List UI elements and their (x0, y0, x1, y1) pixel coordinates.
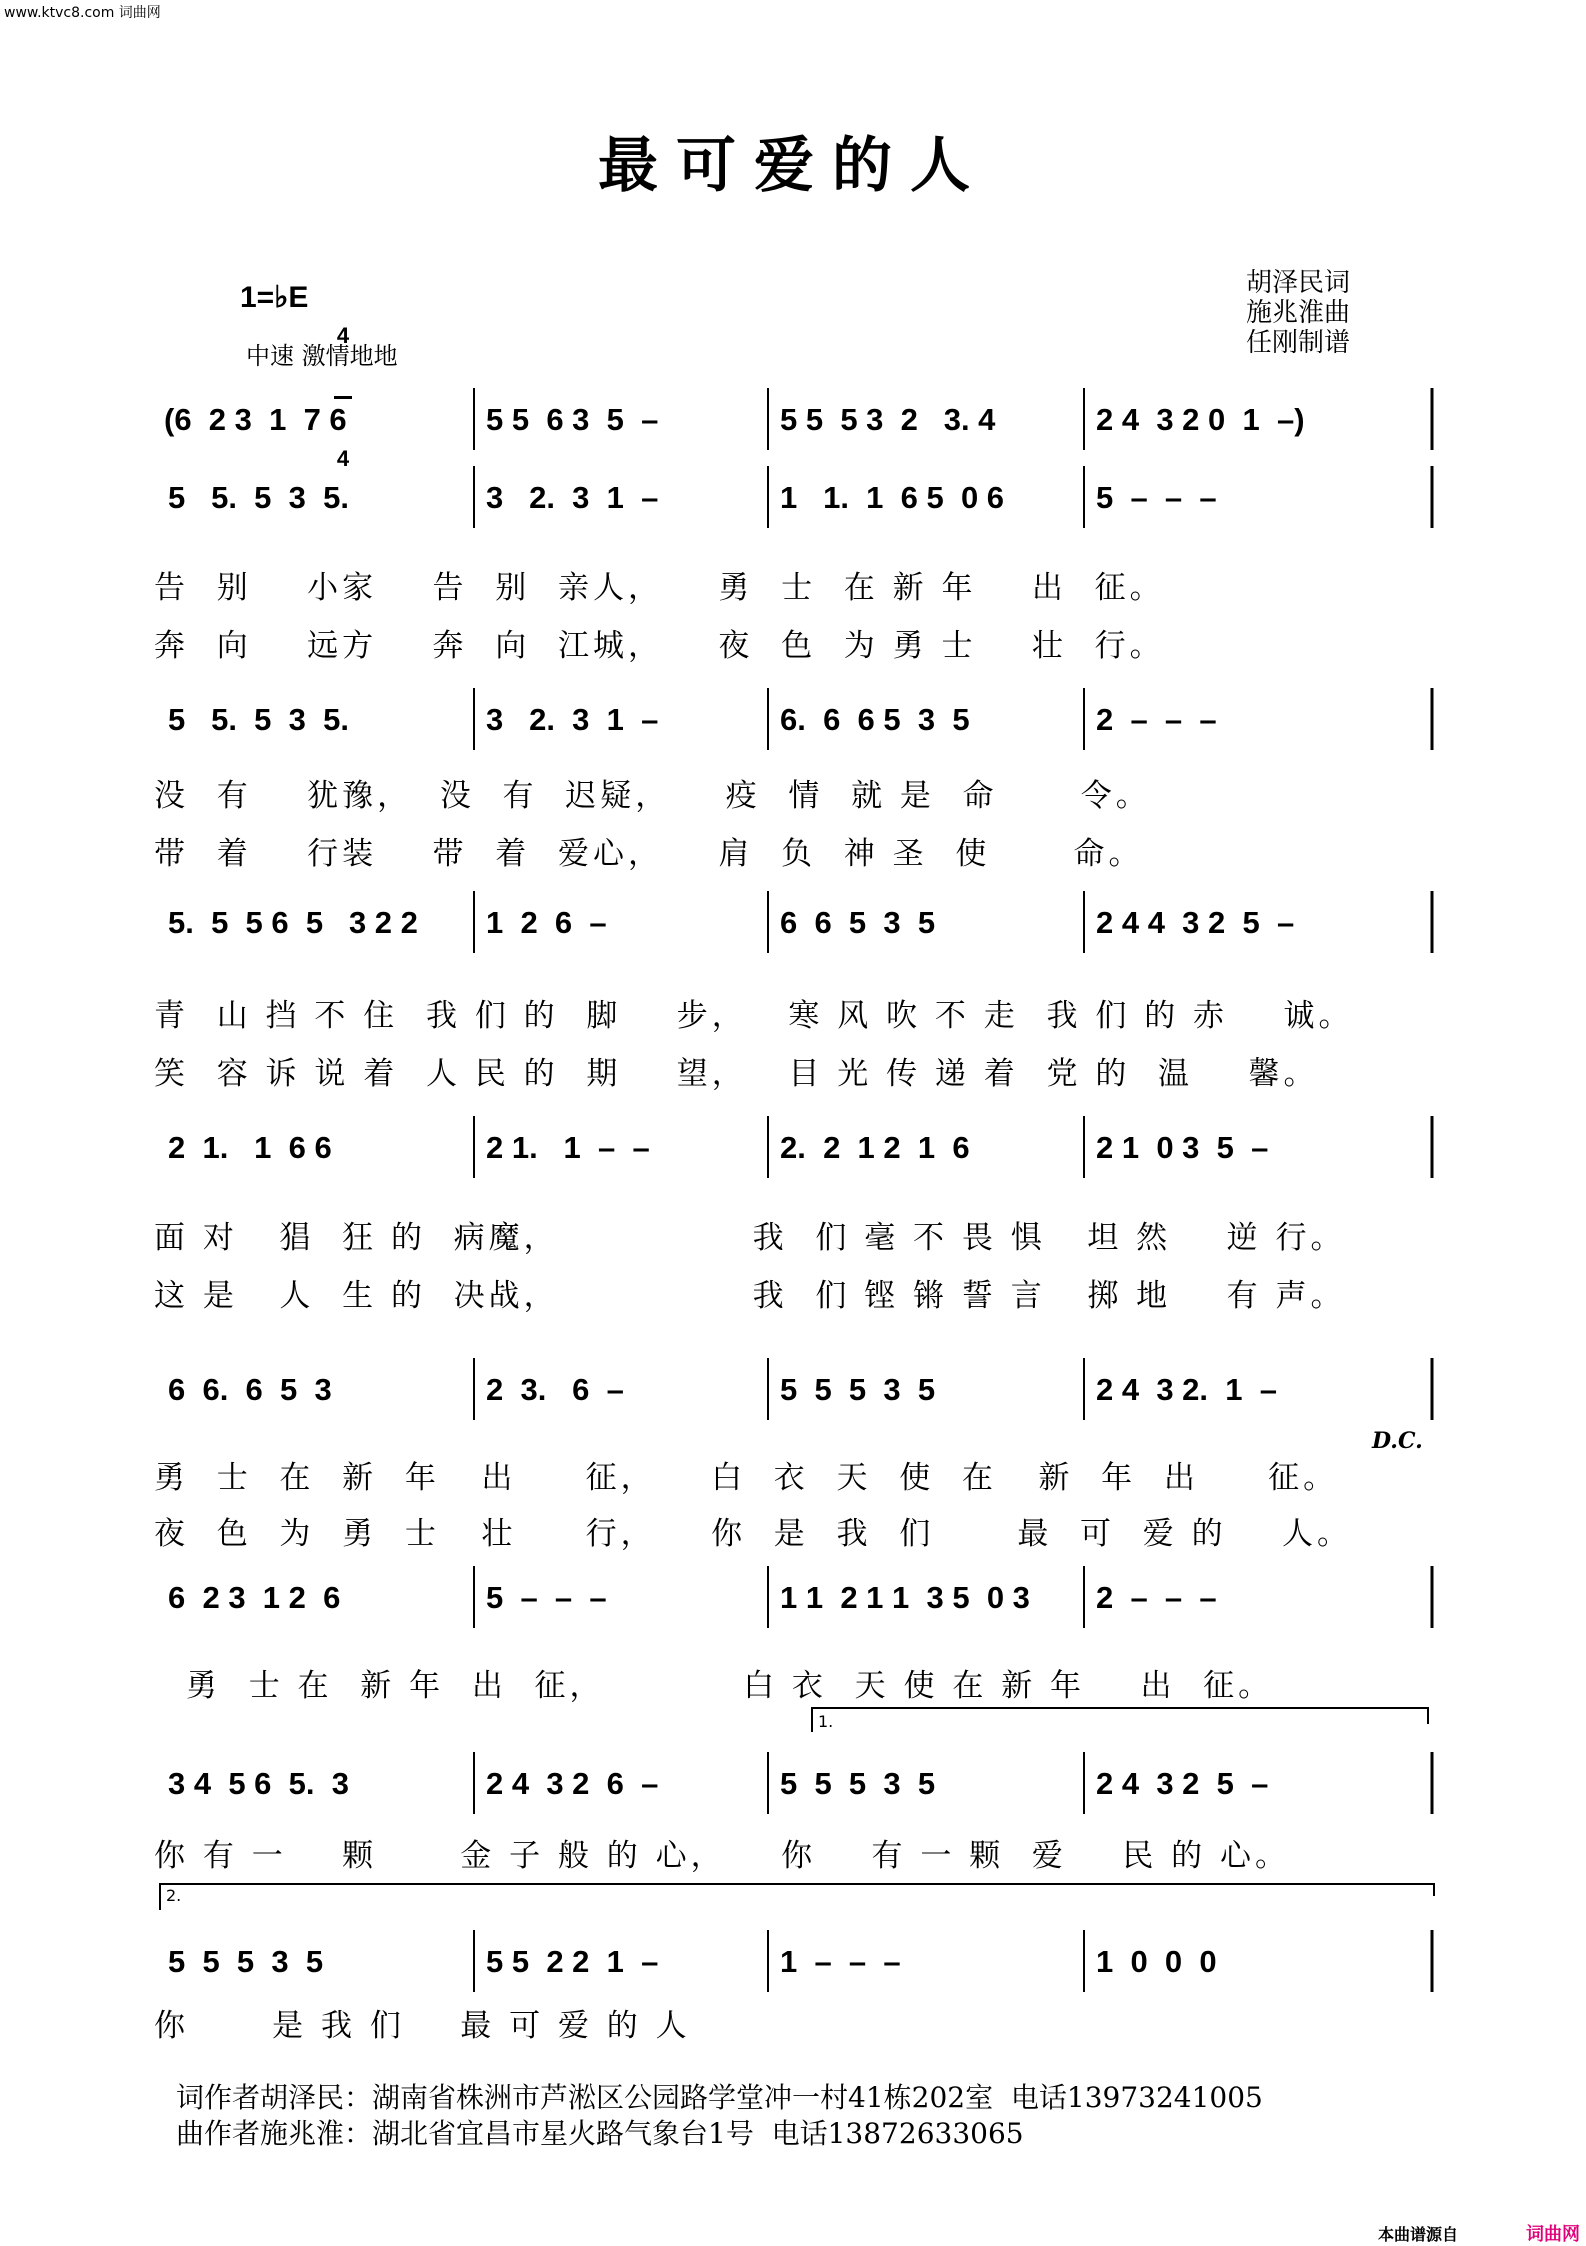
measure-7-4: 2 – – – (1096, 1580, 1217, 1615)
source-note: 本曲谱源自 (1378, 2225, 1459, 2244)
measure-9-3: 1 – – – (780, 1944, 901, 1979)
measure-7-3: 1 1 2 1 1 3 5 0 3 (780, 1580, 1030, 1615)
lyric-line-5-2: 这 是 人 生 的 决战， 我 们 铿 锵 誓 言 掷 地 有 声。 (154, 1278, 1346, 1314)
measure-7-1: 6 2 3 1 2 6 (168, 1580, 341, 1615)
song-title: 最可爱的人 (598, 131, 988, 201)
lyricist-address: 词作者胡泽民：湖南省株洲市芦淞区公园路学堂冲一村41栋202室 电话13973241005 (176, 2081, 1263, 2114)
measure-6-4: 2 4 3 2. 1 – (1096, 1372, 1277, 1407)
measure-2-3: 1 1. 1 6 5 0 6 (780, 480, 1005, 515)
measure-4-3: 6 6 5 3 5 (780, 905, 936, 940)
measure-4-4: 2 4 4 3 2 5 – (1096, 905, 1295, 940)
measure-5-4: 2 1 0 3 5 – (1096, 1130, 1269, 1165)
measure-4-2: 1 2 6 – (486, 905, 607, 940)
dc-marking: D.C. (1372, 1428, 1423, 1454)
measure-2-4: 5 – – – (1096, 480, 1217, 515)
key-signature: 1=♭E (240, 281, 309, 314)
measure-1-1: (6 2 3 1 7 6 (164, 402, 347, 437)
measure-1-2: 5 5 6 3 5 – (486, 402, 659, 437)
measure-9-2: 5 5 2 2 1 – (486, 1944, 659, 1979)
measure-5-2: 2 1. 1 – – (486, 1130, 650, 1165)
volta-1-label: 1. (818, 1712, 834, 1731)
measure-1-3: 5 5 5 3 2 3. 4 (780, 402, 996, 437)
measure-3-3: 6. 6 6 5 3 5 (780, 702, 970, 737)
measure-9-1: 5 5 5 3 5 (168, 1944, 324, 1979)
composer-address: 曲作者施兆淮：湖北省宜昌市星火路气象台1号 电话13872633065 (176, 2117, 1024, 2150)
measure-8-4: 2 4 3 2 5 – (1096, 1766, 1269, 1801)
measure-5-3: 2. 2 1 2 1 6 (780, 1130, 970, 1165)
measure-5-1: 2 1. 1 6 6 (168, 1130, 332, 1165)
lyric-line-3-1: 没 有 犹豫， 没 有 迟疑， 疫 情 就 是 命 令。 (154, 778, 1151, 814)
time-signature-top: 4 (336, 323, 350, 348)
time-signature-bottom: 4 (336, 446, 350, 471)
measure-9-4: 1 0 0 0 (1096, 1944, 1217, 1979)
measure-8-1: 3 4 5 6 5. 3 (168, 1766, 349, 1801)
lyric-line-9-1: 你 是 我 们 最 可 爱 的 人 (154, 2008, 691, 2044)
volta-2-bracket (160, 1884, 1434, 1910)
site-url[interactable]: www.ktvc8.com 词曲网 (4, 5, 161, 21)
measure-6-1: 6 6. 6 5 3 (168, 1372, 332, 1407)
measure-4-1: 5. 5 5 6 5 3 2 2 (168, 905, 418, 940)
measure-3-2: 3 2. 3 1 – (486, 702, 659, 737)
lyric-line-5-1: 面 对 猖 狂 的 病魔， 我 们 毫 不 畏 惧 坦 然 逆 行。 (154, 1220, 1346, 1256)
lyric-line-4-1: 青 山 挡 不 住 我 们 的 脚 步， 寒 风 吹 不 走 我 们 的 赤 诚。 (154, 998, 1354, 1034)
measure-6-2: 2 3. 6 – (486, 1372, 624, 1407)
lyric-line-8-1: 你 有 一 颗 金 子 般 的 心， 你 有 一 颗 爱 民 的 心。 (154, 1838, 1291, 1874)
lyric-line-2-2: 奔 向 远方 奔 向 江城， 夜 色 为 勇 士 壮 行。 (154, 628, 1165, 664)
site-brand[interactable]: 词曲网 (1526, 2224, 1580, 2245)
lyric-line-3-2: 带 着 行装 带 着 爱心， 肩 负 神 圣 使 命。 (154, 836, 1144, 872)
composer-credit: 施兆淮曲 (1246, 298, 1351, 328)
arranger-credit: 任刚制谱 (1246, 328, 1351, 358)
measure-3-1: 5 5. 5 3 5. (168, 702, 349, 737)
measure-7-2: 5 – – – (486, 1580, 607, 1615)
measure-1-4: 2 4 3 2 0 1 –) (1096, 402, 1305, 437)
volta-2-label: 2. (166, 1886, 182, 1905)
lyricist-credit: 胡泽民词 (1246, 268, 1351, 298)
measure-8-2: 2 4 3 2 6 – (486, 1766, 659, 1801)
lyric-line-2-1: 告 别 小家 告 别 亲人， 勇 士 在 新 年 出 征。 (154, 570, 1165, 606)
lyric-line-4-2: 笑 容 诉 说 着 人 民 的 期 望， 目 光 传 递 着 党 的 温 馨。 (154, 1056, 1319, 1092)
measure-2-1: 5 5. 5 3 5. (168, 480, 349, 515)
measure-2-2: 3 2. 3 1 – (486, 480, 659, 515)
measure-3-4: 2 – – – (1096, 702, 1217, 737)
lyric-line-6-1: 勇 士 在 新 年 出 征， 白 衣 天 使 在 新 年 出 征。 (154, 1460, 1339, 1496)
measure-6-3: 5 5 5 3 5 (780, 1372, 936, 1407)
lyric-line-7-1: 勇 士 在 新 年 出 征， 白 衣 天 使 在 新 年 出 征。 (186, 1668, 1274, 1704)
measure-8-3: 5 5 5 3 5 (780, 1766, 936, 1801)
volta-1-bracket (812, 1708, 1428, 1732)
lyric-line-6-2: 夜 色 为 勇 士 壮 行， 你 是 我 们 最 可 爱 的 人。 (154, 1516, 1353, 1552)
tempo-marking: 中速 激情地地 (246, 342, 398, 370)
